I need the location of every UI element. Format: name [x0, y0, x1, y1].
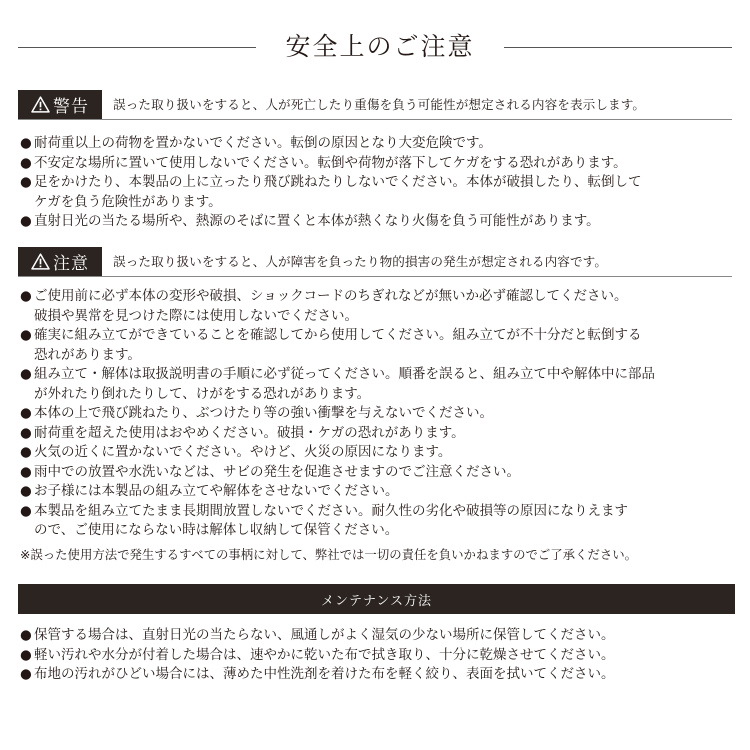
bullet: ● [20, 135, 32, 151]
warning-divider [18, 119, 732, 120]
list-item: ● 直射日光の当たる場所や、熱源のそばに置くと本体が熱くなり火傷を負う可能性があります。 [20, 212, 736, 232]
title-row [18, 28, 732, 66]
bullet: ● [20, 502, 32, 519]
warning-triangle-icon [31, 96, 50, 113]
caution-label: 注意 [53, 254, 89, 274]
title-divider-right [504, 47, 732, 48]
list-item: ● 耐荷重以上の荷物を置かないでください。転倒の原因となり大変危険です。 [20, 134, 736, 154]
bullet: ● [20, 366, 32, 382]
bullet: ● [20, 288, 32, 304]
bullet: ● [20, 483, 32, 499]
disclaimer-note: ※誤った使用方法で発生するすべての事柄に対して、弊社では一切の責任を負いかねますのでご了承ください。 [20, 547, 638, 562]
list-item: ● 確実に組み立てができていることを確認してから使用してください。組み立てが不十分だと転倒する [20, 326, 736, 346]
list-item-continuation: 恐れがあります。 [34, 346, 141, 363]
bullet: ● [20, 327, 32, 343]
bullet: ● [20, 424, 32, 441]
list-item: ● 軽い汚れや水分が付着した場合は、速やかに乾いた布で拭き取り、十分に乾燥させてください。 [20, 646, 736, 666]
list-item: ● 本体の上で飛び跳ねたり、ぶつけたり等の強い衝撃を与えないでください。 [20, 404, 736, 424]
warning-triangle-icon [31, 253, 50, 270]
maintenance-title: メンテナンス方法 [321, 593, 432, 609]
list-item: ● 布地の汚れがひどい場合には、薄めた中性洗剤を着けた布を軽く絞り、表面を拭いてください。 [20, 665, 736, 685]
maintenance-list [20, 626, 736, 685]
list-item: ● 組み立て・解体は取扱説明書の手順に必ず従ってください。順番を誤ると、組み立て中や解体中に部品 [20, 365, 736, 385]
bullet: ● [20, 463, 32, 480]
bullet: ● [20, 646, 32, 663]
title-divider-left [18, 47, 256, 48]
caution-description: 誤った取り扱いをすると、人が障害を負ったり物的損害の発生が想定される内容です。 [113, 254, 608, 269]
maintenance-header [18, 584, 735, 614]
warning-list [20, 134, 736, 232]
list-item: ● 足をかけたり、本製品の上に立ったり飛び跳ねたりしないでください。本体が破損したり、転倒して [20, 173, 736, 193]
bullet: ● [20, 174, 32, 190]
warning-label-box [18, 90, 102, 119]
list-item: ● 不安定な場所に置いて使用しないでください。転倒や荷物が落下してケガをする恐れがあります。 [20, 154, 736, 174]
bullet: ● [20, 666, 32, 682]
bullet: ● [20, 627, 32, 643]
caution-divider [18, 276, 732, 277]
list-item-continuation: ので、ご使用にならない時は解体し収納して保管ください。 [34, 522, 399, 538]
caution-list [20, 287, 736, 541]
bullet: ● [20, 405, 32, 421]
list-item-continuation: ケガを負う危険性があります。 [34, 193, 222, 210]
warning-header [18, 90, 732, 119]
list-item: ● 火気の近くに置かないでください。やけど、火災の原因になります。 [20, 443, 736, 463]
list-item: ● お子様には本製品の組み立てや解体をさせないでください。 [20, 482, 736, 502]
list-item: ● 保管する場合は、直射日光の当たらない、風通しがよく湿気の少ない場所に保管してください。 [20, 626, 736, 646]
warning-description: 誤った取り扱いをすると、人が死亡したり重傷を負う可能性が想定される内容を表示します。 [113, 97, 646, 112]
caution-header [18, 247, 732, 276]
list-item-continuation: 破損や異常を見つけた際には使用しないでください。 [34, 307, 358, 324]
bullet: ● [20, 444, 32, 460]
list-item: ● 雨中での放置や水洗いなどは、サビの発生を促進させますのでご注意ください。 [20, 463, 736, 483]
list-item: ● ご使用前に必ず本体の変形や破損、ショックコードのちぎれなどが無いか必ず確認してください。 [20, 287, 736, 307]
bullet: ● [20, 154, 32, 171]
page-title: 安全上のご注意 [285, 32, 475, 61]
list-item: ● 耐荷重を超えた使用はおやめください。破損・ケガの恐れがあります。 [20, 424, 736, 444]
list-item-continuation: が外れたり倒れたりして、けがをする恐れがあります。 [34, 385, 371, 402]
warning-label: 警告 [53, 97, 89, 117]
caution-label-box [18, 247, 102, 276]
list-item: ● 本製品を組み立てたまま長期間放置しないでください。耐久性の劣化や破損等の原因になりえます [20, 502, 736, 522]
bullet: ● [20, 213, 32, 229]
